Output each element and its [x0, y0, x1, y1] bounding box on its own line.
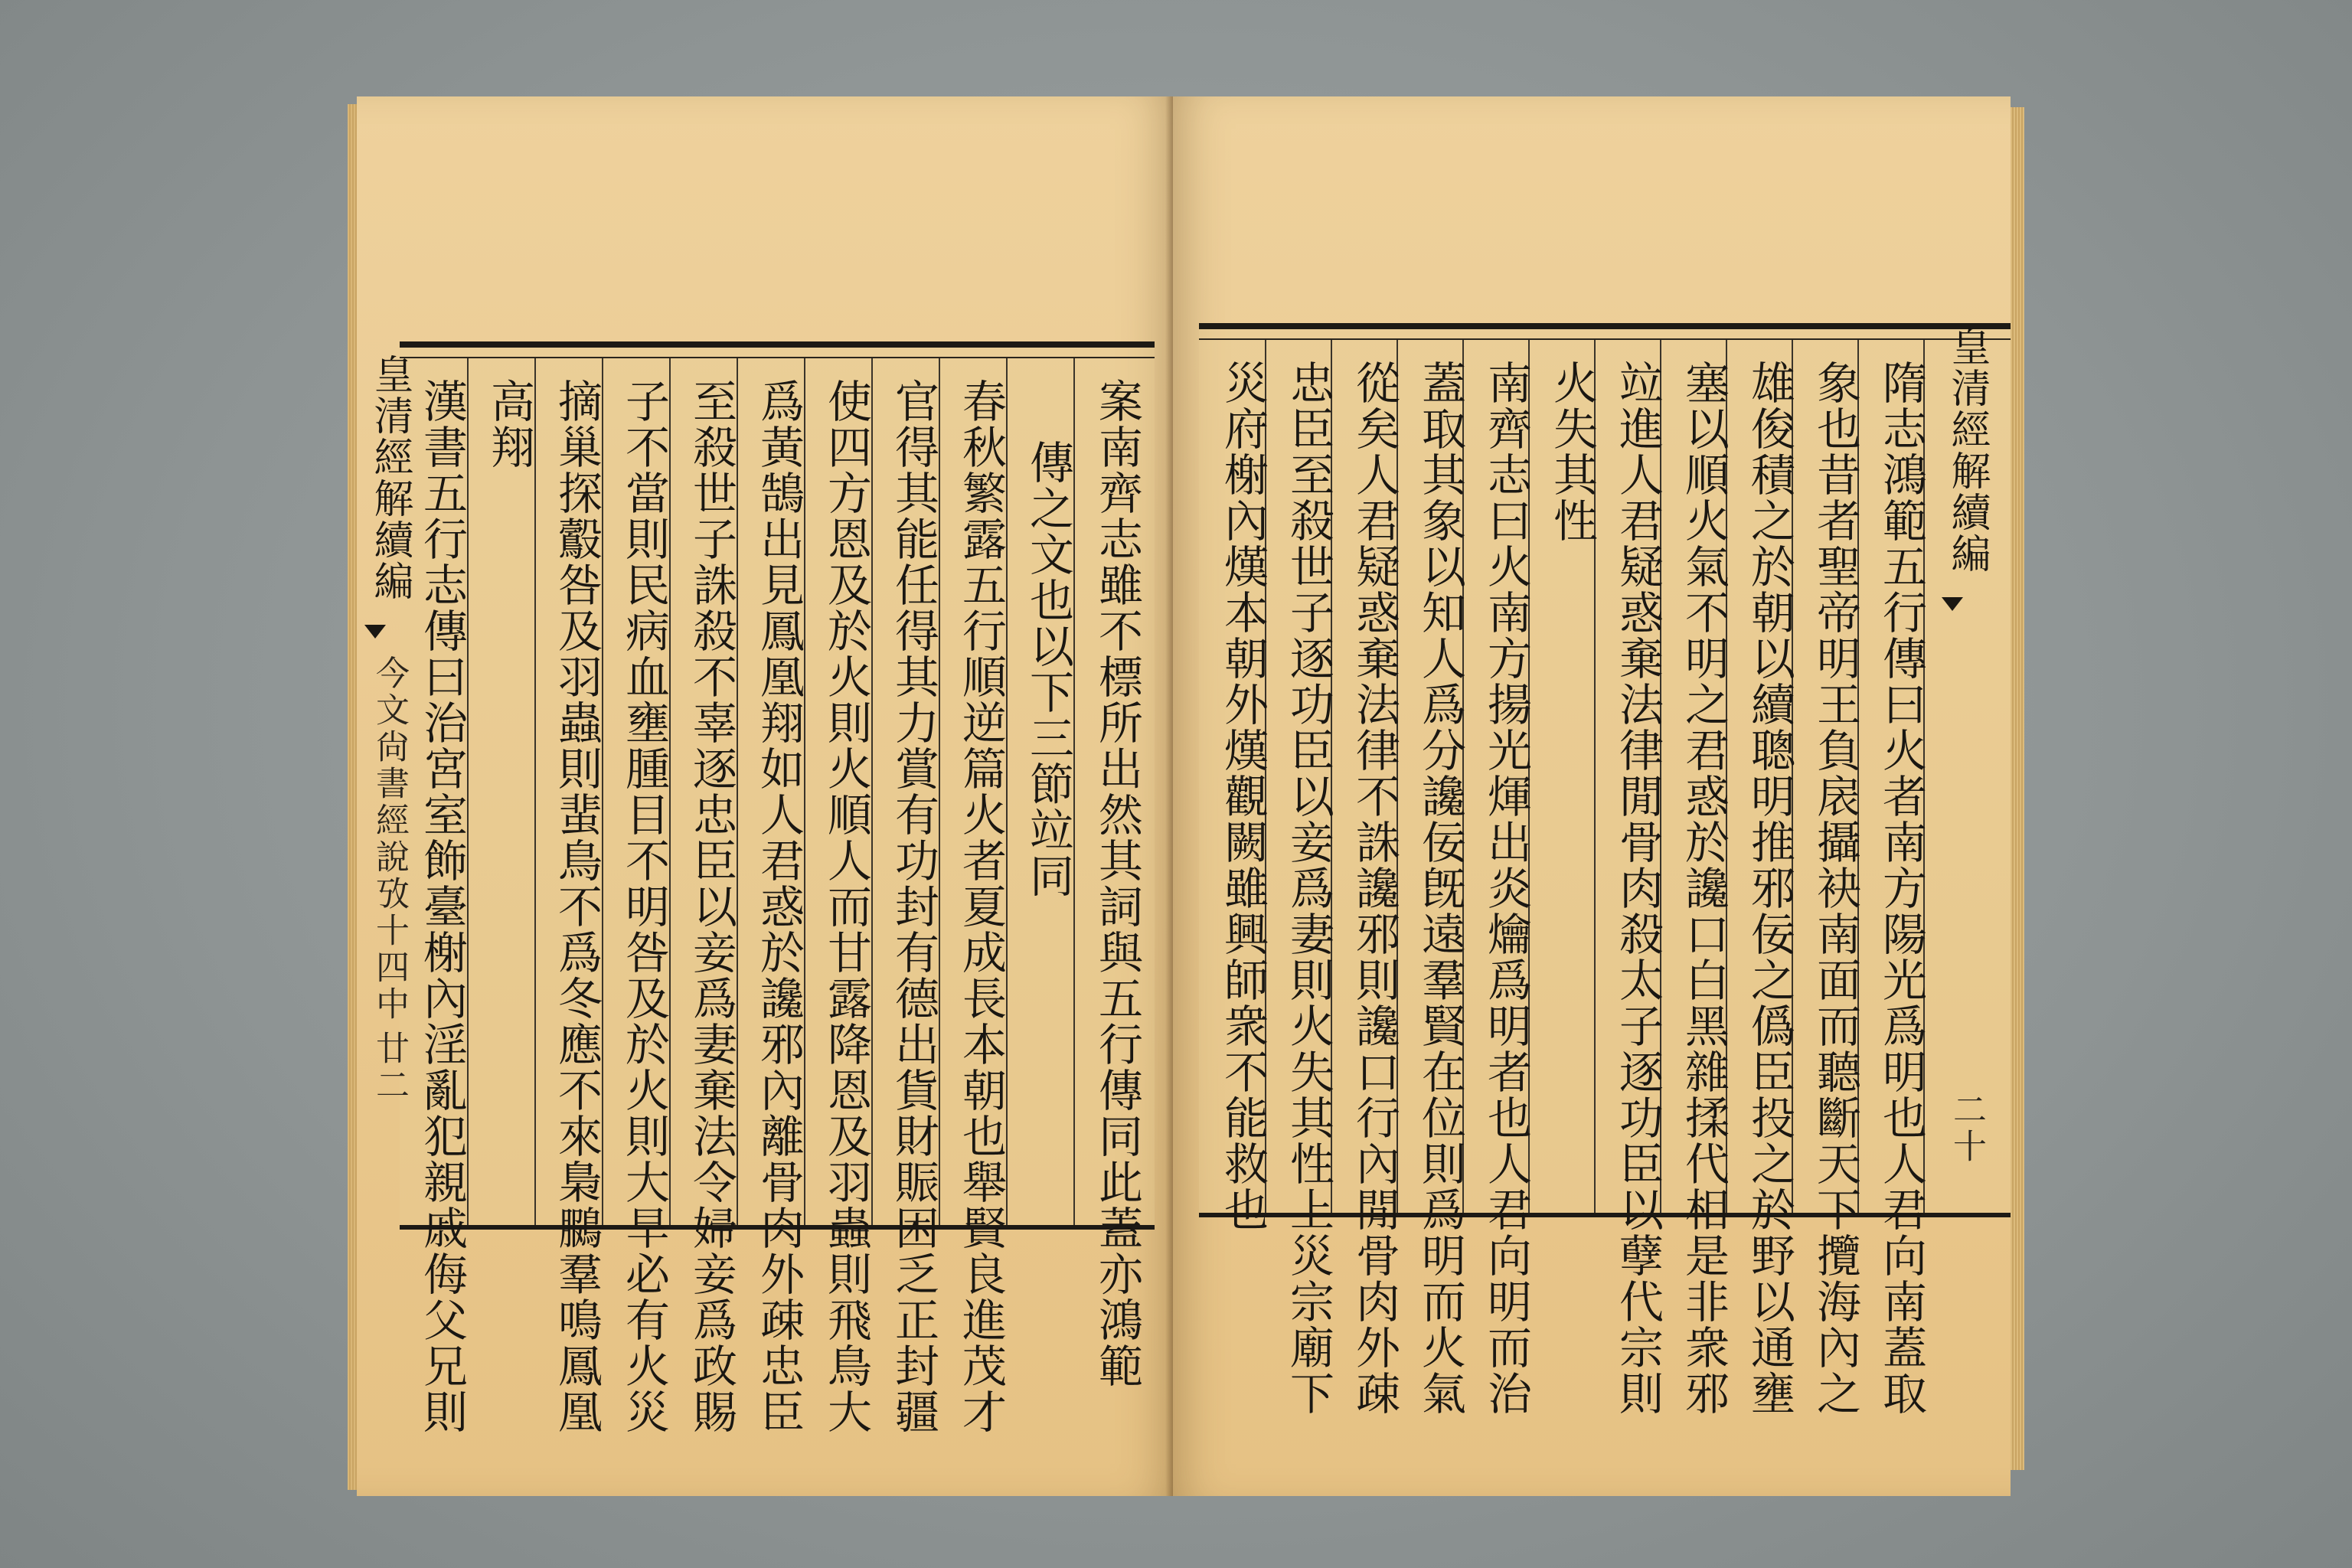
running-title: 皇清經解續編	[1944, 326, 1990, 574]
text-column: 使四方恩及於火則火順人而甘露降恩及羽蟲則飛鳥大	[820, 378, 872, 1435]
column-rule	[534, 358, 536, 1225]
text-column: 南齊志曰火南方揚光煇出炎爚爲明者也人君向明而治	[1480, 360, 1532, 1416]
frame-rule	[400, 357, 1155, 358]
fold-mark-icon	[364, 625, 386, 639]
text-column: 案南齊志雖不標所出然其詞與五行傳同此蓋亦鴻範	[1091, 378, 1143, 1389]
text-column: 象也昔者聖帝明王負扆攝袂南面而聽斷天下攬海內之	[1809, 360, 1861, 1416]
open-book	[357, 96, 2011, 1496]
text-column: 雄俊積之於朝以續聰明推邪佞之僞臣投之於野以通壅	[1743, 360, 1795, 1416]
text-column: 至殺世子誅殺不辜逐忠臣以妾爲妻棄法令婦妾爲政賜	[685, 378, 737, 1435]
text-column: 高翔	[483, 378, 535, 470]
page-number: 二十	[1947, 1092, 1986, 1165]
page-number: 廿二	[370, 1031, 409, 1104]
text-column: 爲黃鵠出見鳳凰翔如人君惑於讒邪內離骨肉外疎忠臣	[753, 378, 805, 1435]
text-column: 春秋繁露五行順逆篇火者夏成長本朝也舉賢良進茂才	[955, 378, 1007, 1435]
left-text-frame	[400, 341, 1155, 1435]
text-column: 隋志鴻範五行傳曰火者南方陽光爲明也人君向南蓋取	[1875, 360, 1927, 1416]
running-title: 皇清經解續編	[367, 354, 413, 602]
text-column: 火失其性	[1546, 360, 1598, 544]
text-column: 塞以順火氣不明之君惑於讒口白黑雜揉代相是非衆邪	[1677, 360, 1730, 1416]
fold-mark-icon	[1942, 597, 1963, 611]
text-column: 摘巢探鷇咎及羽蟲則蜚鳥不爲冬應不來梟鵩羣鳴鳳凰	[550, 378, 603, 1435]
right-text-frame	[1199, 323, 2011, 1416]
left-page	[357, 96, 1173, 1496]
frame-rule	[1199, 338, 2011, 340]
right-page	[1173, 96, 2011, 1496]
text-column: 子不當則民病血壅腫目不明咎及於火則大旱必有火災	[618, 378, 670, 1435]
text-column: 漢書五行志傳曰治宮室飾臺榭內淫亂犯親戚侮父兄則	[416, 378, 468, 1435]
text-column: 忠臣至殺世子逐功臣以妾爲妻則火失其性上災宗廟下	[1282, 360, 1334, 1416]
text-column: 官得其能任得其力賞有功封有德出貨財賑困乏正封疆	[887, 378, 939, 1435]
text-column: 蓋取其象以知人爲分讒佞旣遠羣賢在位則爲明而火氣	[1414, 360, 1466, 1416]
text-column: 傳之文也以下三節竝同	[1022, 439, 1074, 899]
text-column: 災府榭內熯本朝外熯觀闕雖興師衆不能救也	[1217, 360, 1269, 1233]
text-column: 從矣人君疑惑棄法律不誅讒邪則讒口行內閒骨肉外疎	[1348, 360, 1400, 1416]
text-column: 竝進人君疑惑棄法律閒骨肉殺太子逐功臣以孽代宗則	[1612, 360, 1664, 1416]
running-subtitle: 今文尙書經說攷十四中	[370, 655, 409, 1023]
